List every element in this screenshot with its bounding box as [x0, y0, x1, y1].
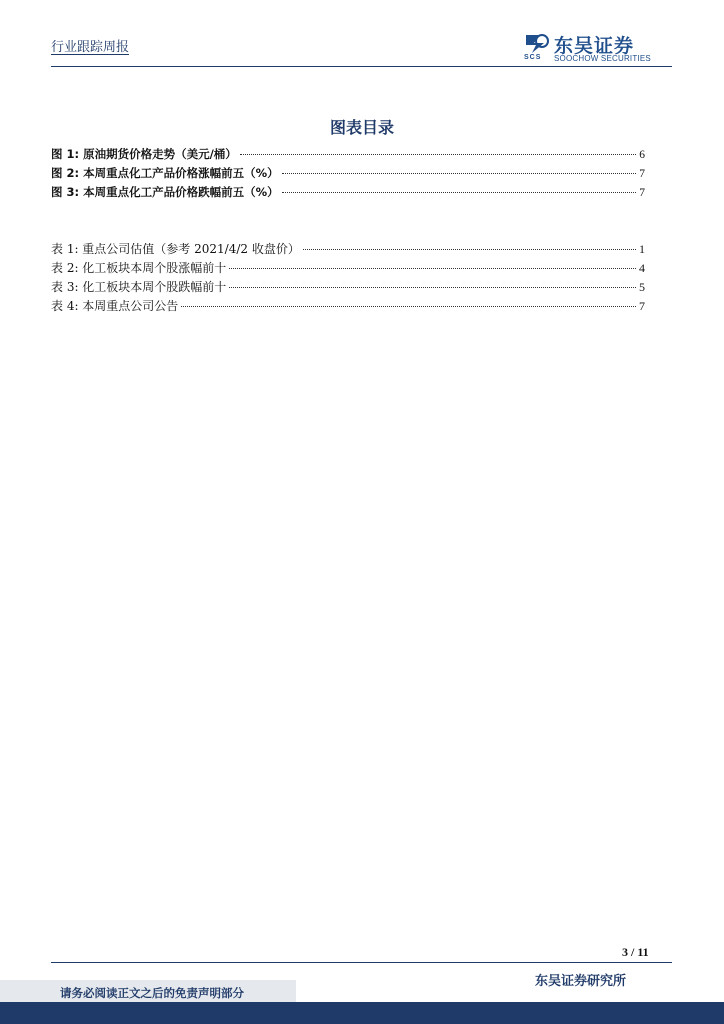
- toc-table-entry[interactable]: [51, 259, 645, 275]
- disclaimer-text: 请务必阅读正文之后的免责声明部分: [60, 986, 244, 1000]
- page-number: 3 / 11: [622, 945, 649, 959]
- toc-leader-dots: [229, 267, 636, 269]
- toc-leader-dots: [229, 286, 636, 288]
- logo-english-name: SOOCHOW SECURITIES: [554, 54, 651, 63]
- footer-company-name: 东吴证券研究所: [535, 974, 627, 989]
- toc-entry-label: 表 2: 化工板块本周个股涨幅前十: [51, 261, 227, 275]
- logo-abbreviation: SCS: [524, 54, 542, 61]
- toc-entry-page: 1: [639, 242, 645, 256]
- toc-figure-entry[interactable]: [51, 165, 645, 181]
- toc-figure-entry[interactable]: [51, 146, 645, 162]
- footer-bar: [0, 1002, 724, 1024]
- toc-entry-page: 5: [639, 280, 645, 294]
- report-type-label: 行业跟踪周报: [51, 40, 130, 55]
- toc-entry-page: 4: [639, 261, 645, 275]
- company-logo: [522, 31, 672, 67]
- toc-leader-dots: [282, 172, 637, 174]
- toc-entry-label: 表 3: 化工板块本周个股跌幅前十: [51, 280, 227, 294]
- toc-leader-dots: [181, 305, 636, 307]
- toc-leader-dots: [240, 153, 636, 155]
- toc-entry-page: 7: [639, 168, 645, 180]
- toc-table-entry[interactable]: [51, 297, 645, 313]
- toc-entry-page: 6: [639, 149, 645, 161]
- footer-divider: [51, 962, 672, 963]
- toc-leader-dots: [303, 248, 636, 250]
- toc-leader-dots: [282, 191, 637, 193]
- header-divider: [51, 66, 672, 67]
- toc-entry-label: 表 1: 重点公司估值（参考 2021/4/2 收盘价）: [51, 242, 300, 256]
- toc-table-entry[interactable]: [51, 278, 645, 294]
- toc-entry-page: 7: [639, 299, 645, 313]
- toc-entry-page: 7: [639, 187, 645, 199]
- toc-figure-entry[interactable]: [51, 184, 645, 200]
- toc-entry-label: 图 3: 本周重点化工产品价格跌幅前五（%）: [51, 185, 279, 199]
- toc-table-entry[interactable]: [51, 240, 645, 256]
- logo-chinese-name: 东吴证券: [554, 35, 635, 57]
- toc-entry-label: 表 4: 本周重点公司公告: [51, 299, 179, 313]
- toc-entry-label: 图 2: 本周重点化工产品价格涨幅前五（%）: [51, 166, 279, 180]
- toc-title: 图表目录: [329, 118, 394, 137]
- toc-entry-label: 图 1: 原油期货价格走势（美元/桶）: [51, 147, 237, 161]
